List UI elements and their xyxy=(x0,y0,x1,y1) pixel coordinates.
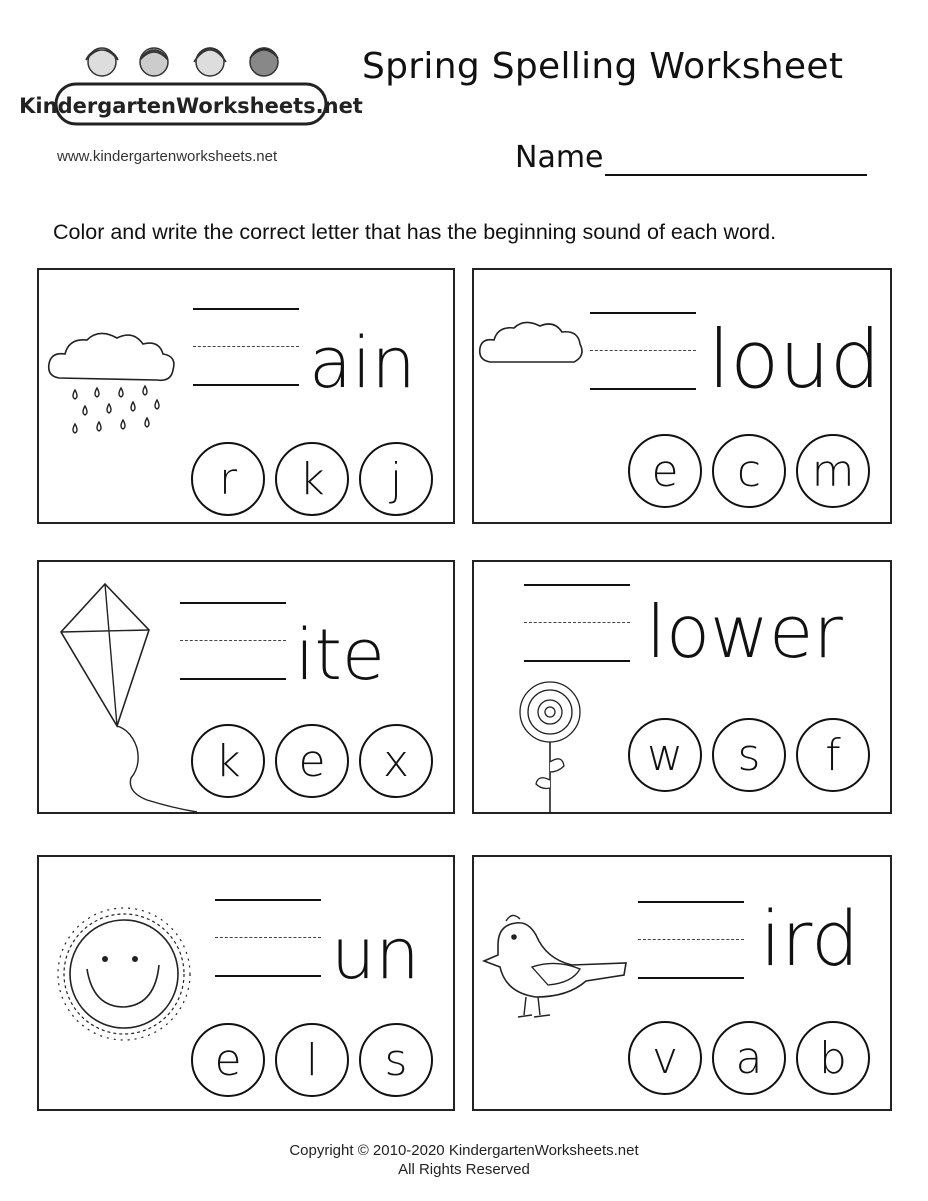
writing-lines[interactable] xyxy=(638,901,744,981)
writing-lines[interactable] xyxy=(590,312,696,392)
letter-choice[interactable]: m xyxy=(796,434,870,508)
footer xyxy=(0,1141,928,1179)
logo-text: KindergartenWorksheets.net xyxy=(19,94,363,118)
letter-choices xyxy=(191,442,433,516)
copyright-text: Copyright © 2010-2020 KindergartenWorksheets.net xyxy=(289,1142,639,1159)
letter-choice[interactable]: f xyxy=(796,718,870,792)
bird-icon xyxy=(476,905,636,1025)
letter-choice[interactable]: w xyxy=(628,718,702,792)
letter-choice[interactable]: l xyxy=(275,1023,349,1097)
word-ending: ird xyxy=(760,894,860,983)
word-ending: un xyxy=(331,913,420,995)
logo-url: www.kindergartenworksheets.net xyxy=(57,148,278,165)
letter-choices xyxy=(628,434,870,508)
page-title: Spring Spelling Worksheet xyxy=(362,46,844,87)
cloud-icon xyxy=(478,318,586,370)
letter-choice[interactable]: e xyxy=(275,724,349,798)
letter-choice[interactable]: v xyxy=(628,1021,702,1095)
letter-choice[interactable]: r xyxy=(191,442,265,516)
letter-choices xyxy=(628,1021,870,1095)
spelling-card-rain xyxy=(37,268,455,524)
letter-choice[interactable]: k xyxy=(191,724,265,798)
spelling-card-cloud xyxy=(472,268,892,524)
writing-lines[interactable] xyxy=(180,602,286,682)
writing-lines[interactable] xyxy=(215,899,321,979)
letter-choice[interactable]: k xyxy=(275,442,349,516)
letter-choices xyxy=(191,1023,433,1097)
letter-choice[interactable]: s xyxy=(359,1023,433,1097)
writing-lines[interactable] xyxy=(524,584,630,664)
instructions: Color and write the correct letter that has the beginning sound of each word. xyxy=(53,220,777,244)
word-ending: ain xyxy=(309,322,416,404)
letter-choices xyxy=(628,718,870,792)
letter-choice[interactable]: b xyxy=(796,1021,870,1095)
letter-choice[interactable]: e xyxy=(628,434,702,508)
site-logo xyxy=(19,38,363,138)
letter-choice[interactable]: e xyxy=(191,1023,265,1097)
rights-text: All Rights Reserved xyxy=(398,1161,530,1178)
sun-icon xyxy=(49,899,199,1049)
letter-choice[interactable]: x xyxy=(359,724,433,798)
writing-lines[interactable] xyxy=(193,308,299,388)
letter-choice[interactable]: a xyxy=(712,1021,786,1095)
spelling-card-kite xyxy=(37,560,455,814)
word-ending: loud xyxy=(708,313,881,406)
flower-icon xyxy=(514,676,586,814)
letter-choice[interactable]: c xyxy=(712,434,786,508)
name-field[interactable] xyxy=(605,174,867,176)
rain-cloud-icon xyxy=(45,328,181,452)
spelling-card-bird xyxy=(472,855,892,1111)
letter-choices xyxy=(191,724,433,798)
spelling-card-sun xyxy=(37,855,455,1111)
letter-choice[interactable]: j xyxy=(359,442,433,516)
word-ending: lower xyxy=(646,590,843,674)
name-label: Name xyxy=(515,140,604,175)
spelling-card-flower xyxy=(472,560,892,814)
word-ending: ite xyxy=(295,614,385,696)
letter-choice[interactable]: s xyxy=(712,718,786,792)
